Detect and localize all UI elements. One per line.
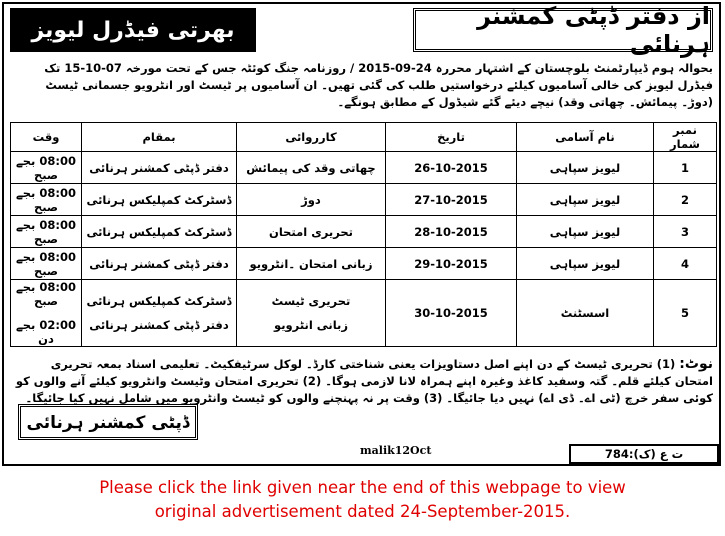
footer-notice [0, 476, 725, 524]
col-header-activity: کارروائی [237, 123, 386, 152]
intro-paragraph: بحوالہ ہوم ڈیپارٹمنٹ بلوچستان کے اشتہار محررہ 24-09-2015 / روزنامہ جنگ کوئٹہ جس کے تحت مورخہ 07-10-15 تک فیڈرل لیویز کی خالی آسامیوں کیلئے درخواستیں طلب کی گئی تھیں۔ ان آسامیوں پر ٹیسٹ اور انٹرویو جسمانی ٹیسٹ (دوڑ۔ پیمائش۔ چھاتی وقد) نیچے دیئے گئے شیڈول کے مطابق ہونگے۔ [44, 61, 713, 109]
cell-date: 30-10-2015 [386, 280, 517, 347]
header-title-recruitment: بھرتی فیڈرل لیویز [10, 8, 256, 52]
cell-venue: دفتر ڈپٹی کمشنر ہرنائی [82, 152, 237, 184]
cell-venue: ڈسٹرکٹ کمپلیکس ہرنائی [82, 216, 237, 248]
cell-serial: 3 [654, 216, 717, 248]
advertisement [2, 2, 721, 466]
col-header-serial: نمبر شمار [654, 123, 717, 152]
time-morning: 08:00 بجے صبح [16, 280, 76, 308]
cell-activity: زبانی امتحان ۔انٹرویو [237, 248, 386, 280]
activity-oral-interview: زبانی انٹرویو [274, 318, 348, 332]
notes-text: (1) تحریری ٹیسٹ کے دن اپنے اصل دستاویزات یعنی شناختی کارڈ۔ لوکل سرٹیفکیٹ۔ تعلیمی اسناد بمعہ تحریری امتحان کیلئے قلم۔ گتہ وسفید کاغذ وغیرہ اپنے ہمراہ لانا لازمی ہوگا۔ (2) تحریری امتحان وٹیسٹ وانٹرویو کیلئے آنے والوں کو کوئی سفر خرچ (ٹی اے۔ ڈی اے) نہیں دیا جائیگا۔ (3) وقت پر نہ پہنچنے والوں کو ٹیسٹ وانٹرویو میں شامل نہیں کیا جائیگا۔ [15, 357, 713, 405]
signature-block: ڈپٹی کمشنر ہرنائی [18, 404, 198, 440]
cell-serial: 5 [654, 280, 717, 347]
cell-date: 28-10-2015 [386, 216, 517, 248]
cell-date: 27-10-2015 [386, 184, 517, 216]
cell-time: 08:00 بجے صبح [11, 248, 82, 280]
cell-date: 29-10-2015 [386, 248, 517, 280]
cell-venue: ڈسٹرکٹ کمپلیکس ہرنائی [82, 184, 237, 216]
table-row [11, 184, 717, 216]
table-row [11, 216, 717, 248]
col-header-time: وقت [11, 123, 82, 152]
venue-dc-office: دفتر ڈپٹی کمشنر ہرنائی [89, 318, 229, 332]
footer-line-2: original advertisement dated 24-September-2015. [154, 502, 571, 521]
cell-post: لیویز سپاہی [517, 216, 654, 248]
cell-time: 08:00 بجے صبح [11, 152, 82, 184]
venue-district-complex: ڈسٹرکٹ کمپلیکس ہرنائی [86, 294, 232, 308]
cell-activity: دوڑ [237, 184, 386, 216]
col-header-venue: بمقام [82, 123, 237, 152]
col-header-post: نام آسامی [517, 123, 654, 152]
footer-line-1: Please click the link given near the end of this webpage to view [99, 478, 626, 497]
cell-time: 08:00 بجے صبح [11, 216, 82, 248]
table-row [11, 280, 717, 347]
cell-post: لیویز سپاہی [517, 152, 654, 184]
notes-label: نوٹ: [679, 356, 713, 372]
cell-serial: 4 [654, 248, 717, 280]
table-header-row [11, 123, 717, 152]
cell-activity: تحریری امتحان [237, 216, 386, 248]
ptr-number: ت ع (ک):784 [569, 444, 719, 464]
cell-time: 08:00 بجے صبح [11, 184, 82, 216]
header-title-office: از دفتر ڈپٹی کمشنر ہرنائی [413, 8, 713, 52]
time-afternoon: 02:00 بجے دن [16, 318, 76, 346]
cell-venue [82, 280, 237, 347]
cell-serial: 2 [654, 184, 717, 216]
cell-post: لیویز سپاہی [517, 248, 654, 280]
table-row [11, 152, 717, 184]
activity-written-test: تحریری ٹیسٹ [271, 294, 351, 308]
cell-activity [237, 280, 386, 347]
table-row [11, 248, 717, 280]
cell-post: اسسٹنٹ [517, 280, 654, 347]
cell-activity: چھاتی وقد کی پیمائش [237, 152, 386, 184]
col-header-date: تاریخ [386, 123, 517, 152]
reference-code: malik12Oct [360, 444, 432, 457]
cell-serial: 1 [654, 152, 717, 184]
cell-post: لیویز سپاہی [517, 184, 654, 216]
schedule-table [10, 122, 717, 347]
cell-time [11, 280, 82, 347]
cell-venue: دفتر ڈپٹی کمشنر ہرنائی [82, 248, 237, 280]
notes-paragraph [10, 356, 713, 407]
cell-date: 26-10-2015 [386, 152, 517, 184]
